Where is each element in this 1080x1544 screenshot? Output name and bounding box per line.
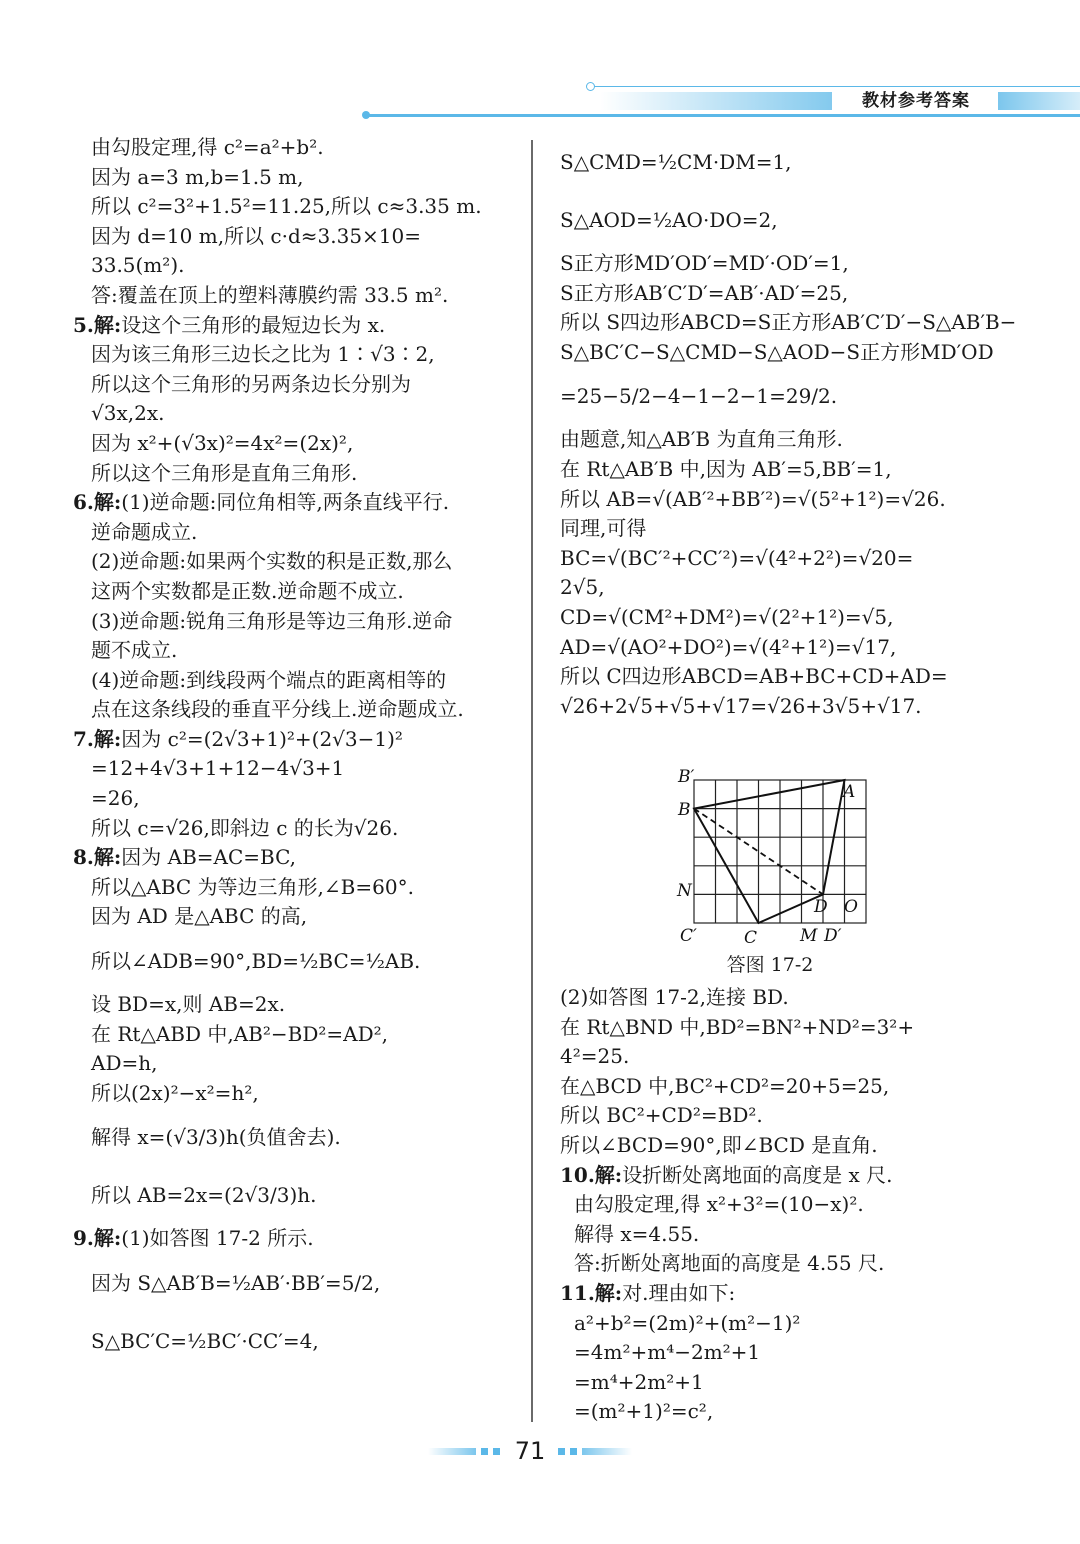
answer-text: a²+b²=(2m)²+(m²−1)² — [574, 1310, 801, 1335]
answer-line — [560, 338, 1000, 368]
answer-line — [560, 279, 1000, 309]
answer-text: 由题意,知△AB′B 为直角三角形. — [560, 427, 843, 452]
label-A: A — [843, 782, 856, 802]
answer-line — [73, 1224, 521, 1254]
label-D: D — [814, 897, 828, 917]
footer-square-1 — [481, 1448, 488, 1455]
answer-line — [73, 251, 521, 281]
answer-text: 所以∠BCD=90°,即∠BCD 是直角. — [560, 1132, 878, 1157]
footer-bar-left — [428, 1448, 476, 1455]
answer-line — [560, 1013, 1000, 1043]
problem-number: 6.解: — [73, 490, 122, 515]
header-title: 教材参考答案 — [862, 91, 970, 111]
answer-line — [560, 1397, 1000, 1427]
answer-text: (2)如答图 17-2,连接 BD. — [560, 985, 789, 1009]
problem-number: 10.解: — [560, 1162, 623, 1187]
answer-text: √26+2√5+√5+√17=√26+3√5+√17. — [560, 693, 922, 718]
answer-text: 在 Rt△AB′B 中,因为 AB′=5,BB′=1, — [560, 456, 892, 481]
answer-line — [73, 1020, 521, 1050]
answer-line — [560, 1338, 1000, 1368]
answer-line — [73, 873, 521, 903]
answer-line — [73, 990, 521, 1020]
answer-line — [73, 843, 521, 873]
column-divider — [531, 140, 533, 1422]
header-thin-line — [592, 86, 1080, 87]
answer-line — [73, 577, 521, 607]
problem-number: 8.解: — [73, 845, 122, 870]
answer-text: =m⁴+2m²+1 — [574, 1369, 704, 1394]
answer-text: (1)逆命题:同位角相等,两条直线平行. — [121, 490, 450, 515]
answer-text: S正方形MD′OD′=MD′·OD′=1, — [560, 251, 849, 275]
answer-line — [73, 1049, 521, 1079]
answer-text: 所以 AB=√(AB′²+BB′²)=√(5²+1²)=√26. — [560, 486, 946, 511]
label-O: O — [844, 897, 858, 917]
right-column — [560, 133, 1017, 721]
answer-text: 点在这条线段的垂直平分线上.逆命题成立. — [91, 697, 464, 722]
answer-text: S△BC′C−S△CMD−S△AOD−S正方形MD′OD — [560, 339, 994, 364]
label-M: M — [800, 926, 818, 946]
answer-line — [73, 370, 521, 400]
left-column — [73, 133, 521, 1370]
answer-line — [560, 603, 1000, 633]
answer-line — [560, 191, 1000, 249]
header-line — [365, 114, 1080, 117]
header-thin-dot — [586, 82, 595, 91]
answer-text: 所以 c²=3²+1.5²=11.25,所以 c≈3.35 m. — [91, 194, 482, 219]
answer-text: √3x,2x. — [91, 401, 165, 426]
answer-text: 逆命题成立. — [91, 519, 198, 544]
answer-text: S△CMD=½CM·DM=1, — [560, 150, 792, 174]
answer-text: S正方形AB′C′D′=AB′·AD′=25, — [560, 280, 849, 305]
answer-line — [560, 1072, 1000, 1102]
answer-text: 所以 C四边形ABCD=AB+BC+CD+AD= — [560, 664, 948, 689]
answer-text: 对.理由如下: — [622, 1280, 736, 1305]
answer-line — [73, 399, 521, 429]
answer-text: 2√5, — [560, 575, 605, 600]
answer-line — [73, 429, 521, 459]
problem-number: 7.解: — [73, 726, 122, 751]
answer-line — [560, 1249, 1000, 1279]
answer-line — [73, 163, 521, 193]
answer-line — [73, 754, 521, 784]
answer-line — [73, 784, 521, 814]
answer-text: 因为该三角形三边长之比为 1∶√3∶2, — [91, 342, 435, 367]
answer-line — [560, 692, 1000, 722]
answer-text: 解得 x=4.55. — [574, 1221, 700, 1246]
header-gradient-left — [600, 92, 832, 110]
figure-caption: 答图 17-2 — [726, 954, 814, 976]
answer-line — [560, 455, 1000, 485]
answer-text: (1)如答图 17-2 所示. — [121, 1226, 314, 1251]
answer-text: 4²=25. — [560, 1044, 630, 1069]
answer-text: S△AOD=½AO·DO=2, — [560, 208, 778, 232]
answer-line — [73, 932, 521, 990]
answer-text: 解得 x=(√3/3)h(负值舍去). — [91, 1125, 341, 1150]
answer-text: 由勾股定理,得 x²+3²=(10−x)². — [574, 1192, 864, 1217]
answer-text: 33.5(m²). — [91, 253, 185, 278]
answer-text: 所以 S四边形ABCD=S正方形AB′C′D′−S△AB′B− — [560, 310, 1017, 335]
answer-text: 设这个三角形的最短边长为 x. — [121, 312, 386, 337]
answer-line — [560, 1279, 1000, 1309]
footer — [0, 1434, 1080, 1468]
answer-text: 所以∠ADB=90°,BD=½BC=½AB. — [91, 949, 421, 974]
right-column-after-figure — [560, 983, 1000, 1427]
answer-line — [73, 1312, 521, 1370]
answer-line — [73, 1254, 521, 1312]
label-B-prime: B′ — [678, 767, 695, 787]
answer-text: 由勾股定理,得 c²=a²+b². — [91, 135, 324, 159]
answer-text: 因为 AB=AC=BC, — [121, 845, 297, 870]
label-N: N — [677, 881, 692, 901]
answer-line — [560, 133, 1000, 191]
answer-text: (3)逆命题:锐角三角形是等边三角形.逆命 — [91, 608, 453, 633]
answer-text: 因为 x²+(√3x)²=4x²=(2x)², — [91, 430, 354, 455]
answer-text: (2)逆命题:如果两个实数的积是正数,那么 — [91, 549, 453, 574]
answer-text: (4)逆命题:到线段两个端点的距离相等的 — [91, 667, 447, 692]
answer-line — [560, 514, 1000, 544]
answer-text: S△BC′C=½BC′·CC′=4, — [91, 1329, 319, 1353]
answer-text: 因为 a=3 m,b=1.5 m, — [91, 164, 304, 189]
answer-line — [560, 1220, 1000, 1250]
answer-text: 在 Rt△BND 中,BD²=BN²+ND²=3²+ — [560, 1014, 915, 1039]
answer-text: 在 Rt△ABD 中,AB²−BD²=AD², — [91, 1021, 389, 1046]
answer-text: 所以 BC²+CD²=BD². — [560, 1103, 763, 1128]
answer-text: 答:折断处离地面的高度是 4.55 尺. — [574, 1251, 885, 1276]
answer-text: =(m²+1)²=c², — [574, 1399, 714, 1424]
label-D-prime: D′ — [824, 926, 842, 946]
problem-number: 9.解: — [73, 1226, 122, 1251]
page-number: 71 — [514, 1437, 546, 1465]
label-C-prime: C′ — [680, 926, 697, 946]
answer-text: BC=√(BC′²+CC′²)=√(4²+2²)=√20= — [560, 545, 914, 570]
answer-text: 因为 c²=(2√3+1)²+(2√3−1)² — [121, 726, 403, 751]
answer-text: 题不成立. — [91, 638, 178, 663]
answer-text: =4m²+m⁴−2m²+1 — [574, 1340, 761, 1365]
answer-line — [560, 308, 1017, 338]
answer-line — [560, 1309, 1000, 1339]
answer-line — [560, 1101, 1000, 1131]
answer-text: 答:覆盖在顶上的塑料薄膜约需 33.5 m². — [91, 282, 449, 307]
answer-line — [73, 518, 521, 548]
answer-text: 这两个实数都是正数.逆命题不成立. — [91, 578, 404, 603]
header-gradient-right — [998, 92, 1080, 110]
answer-text: 所以 c=√26,即斜边 c 的长为√26. — [91, 815, 399, 840]
answer-line — [560, 1190, 1000, 1220]
footer-square-2 — [493, 1448, 500, 1455]
answer-line — [73, 1166, 521, 1224]
problem-number: 5.解: — [73, 312, 122, 337]
answer-line — [73, 1108, 521, 1166]
answer-text: 所以(2x)²−x²=h², — [91, 1080, 259, 1105]
answer-line — [560, 662, 1000, 692]
answer-line — [73, 695, 521, 725]
answer-line — [73, 636, 521, 666]
answer-text: 设 BD=x,则 AB=2x. — [91, 992, 286, 1017]
answer-line — [560, 1368, 1000, 1398]
answer-line — [73, 340, 521, 370]
answer-line — [560, 249, 1000, 279]
answer-text: 所以这个三角形的另两条边长分别为 — [91, 371, 411, 396]
answer-text: 在△BCD 中,BC²+CD²=20+5=25, — [560, 1073, 890, 1098]
answer-text: 设折断处离地面的高度是 x 尺. — [622, 1162, 893, 1187]
footer-square-4 — [570, 1448, 577, 1455]
answer-line — [560, 573, 1000, 603]
answer-line — [73, 814, 521, 844]
answer-text: AD=√(AO²+DO²)=√(4²+1²)=√17, — [560, 634, 897, 659]
answer-text: 所以这个三角形是直角三角形. — [91, 460, 358, 485]
answer-line — [560, 1042, 1000, 1072]
answer-line — [560, 633, 1000, 663]
answer-line — [73, 547, 521, 577]
answer-line — [560, 983, 1000, 1013]
answer-line — [73, 133, 521, 163]
answer-line — [73, 666, 521, 696]
answer-line — [560, 544, 1000, 574]
footer-bar-right — [582, 1448, 632, 1455]
answer-line — [73, 459, 521, 489]
answer-line — [73, 488, 521, 518]
answer-line — [560, 367, 1000, 425]
answer-line — [560, 425, 1000, 455]
answer-line — [560, 1131, 1000, 1161]
answer-line — [560, 485, 1000, 515]
answer-line — [73, 281, 521, 311]
label-C: C — [744, 928, 758, 948]
answer-text: 所以 AB=2x=(2√3/3)h. — [91, 1183, 317, 1208]
answer-text: AD=h, — [91, 1051, 158, 1076]
header-dot — [362, 111, 370, 119]
answer-line — [73, 1079, 521, 1109]
answer-text: 因为 S△AB′B=½AB′·BB′=5/2, — [91, 1271, 381, 1295]
answer-text: =25−5/2−4−1−2−1=29/2. — [560, 384, 838, 409]
answer-text: =12+4√3+1+12−4√3+1 — [91, 756, 345, 781]
answer-text: 所以△ABC 为等边三角形,∠B=60°. — [91, 874, 414, 899]
answer-text: 因为 d=10 m,所以 c·d≈3.35×10= — [91, 223, 422, 248]
label-B: B — [678, 800, 691, 820]
answer-text: =26, — [91, 786, 140, 811]
answer-line — [73, 902, 521, 932]
answer-line — [73, 222, 521, 252]
answer-line — [73, 311, 521, 341]
answer-line — [73, 607, 521, 637]
answer-text: 同理,可得 — [560, 516, 647, 541]
answer-line — [73, 192, 521, 222]
answer-text: 因为 AD 是△ABC 的高, — [91, 904, 308, 929]
problem-number: 11.解: — [560, 1280, 623, 1305]
answer-line — [73, 725, 521, 755]
footer-square-3 — [558, 1448, 565, 1455]
answer-text: CD=√(CM²+DM²)=√(2²+1²)=√5, — [560, 604, 894, 629]
answer-line — [560, 1161, 1000, 1191]
